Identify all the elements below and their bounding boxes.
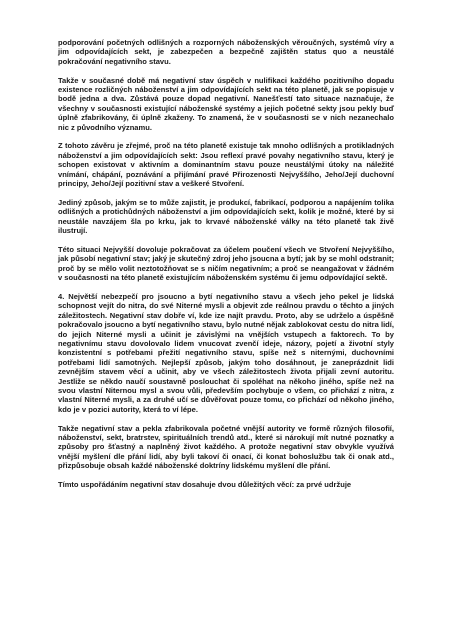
paragraph: Této situaci Nejvyšší dovoluje pokračovat za účelem poučení všech ve Stvoření Nejvyššího, jak působí negativní stav; jaký je skutečný zdroj jeho jsoucna a bytí; jak by se mohl odstranit; proč by se mělo volit neztotožňovat se s ničím negativním; a proč se neangažovat v žádném v současnosti na této planetě existujícím náboženském systému či jemu odpovídající sektě. [58,244,394,283]
paragraph: Z tohoto závěru je zřejmé, proč na této planetě existuje tak mnoho odlišných a protikladných náboženství a jim odpovídajících sekt: Jsou reflexí pravé povahy negativního stavu, který je schopen existovat v aktivním a dominantním stavu pouze neustálými útoky na náležité vnímání, chápání, poznávání a přijímání pravé Přirozenosti Nejvyššího, Jeho/Její duchovní principy, Jeho/Její pozitivní stav a veškeré Stvoření. [58,141,394,189]
paragraph: Jediný způsob, jakým se to může zajistit, je produkcí, fabrikací, podporou a napájením tolika odlišných a protichůdných náboženství a jim odpovídajících sekt, kolik je možné, které by si neustále navzájem šla po krku, jak to krvavé náboženské války na této planetě tak živě ilustrují. [58,197,394,236]
paragraph: Takže negativní stav a pekla zfabrikovala početné vnější autority ve formě různých filosofií, náboženství, sekt, bratrstev, spirituálních trendů atd., které si nárokují mít nutné poznatky a způsoby pro šťastný a naplněný život každého. A protože negativní stav obvykle využívá vnější myšlení dle přání lidí, aby byli takoví či onací, či konat bohoslužbu tak či onak atd., přizpůsobuje obsah každé náboženské doktríny lidskému myšlení dle přání. [58,423,394,471]
document-body [58,38,394,499]
paragraph: podporování početných odlišných a rozporných náboženských věroučných, systémů víry a jim odpovídajících sekt, je zabezpečen a bezpečně zajištěn status quo a neustálé pokračování negativního stavu. [58,38,394,66]
paragraph: Takže v současné době má negativní stav úspěch v nulifikaci každého pozitivního dopadu existence rozličných náboženství a jim odpovídajících sekt na této planetě, jak se popisuje v bodě jedna a dva. Zůstává pouze dopad negativní. Nanešťestí tato situace naznačuje, že všechny v současnosti existující náboženské systémy a jejich početné sekty jsou pekly buď úplně zfabrikovány, či úplně zkaženy. To znamená, že v současnosti se v nich nezanechalo nic z původního významu. [58,75,394,132]
paragraph: Tímto uspořádáním negativní stav dosahuje dvou důležitých věcí: za prvé udržuje [58,479,352,489]
paragraph: 4. Největší nebezpečí pro jsoucno a bytí negativního stavu a všech jeho pekel je lidská schopnost vejít do nitra, do své Niterné mysli a objevit zde reálnou pravdu o těchto a jiných záležitostech. Negativní stav dobře ví, kde ize najít pravdu. Proto, aby se udrželo a úspěšně pokračovalo jsoucno a bytí negativního stavu, bylo nutné nějak zablokovat cestu do nitra lidí, do jejich Niterné mysli a učinit je závislými na vnějších vstupech a faktorech. To by negativnímu stavu dovolovalo lidem vnucovat zvenčí ideje, názory, pojetí a životní styly konzistentní s potřebami přežití negativního stavu, spíše než s niternými, duchovními potřebami lidí samotných. Nejlepší způsob, jakým toho dosáhnout, je zaneprázdnit lidi zevnějším stavem věcí a učinit, aby ve všech záležitostech života přijali zevní autoritu. Jestliže se někdo naučí soustavně poslouchat či spoléhat na někoho jiného, spíše než na svou vlastní Niternou mysl a svou vůli, především pochybuje o všem, co přichází z nitra, z vlastní Niterné mysli, a za druhé učí se důvěřovat pouze tomu, co přichází od někoho jiného, kdo je v pozici autority, která to ví lépe. [58,291,394,414]
